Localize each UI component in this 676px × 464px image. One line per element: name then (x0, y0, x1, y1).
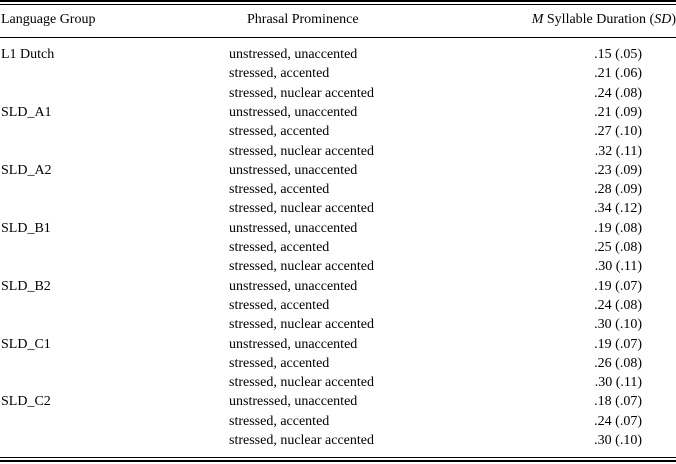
table-row (0, 161, 676, 180)
top-rule-thin (0, 4, 676, 5)
header-phrasal-prominence: Phrasal Prominence (247, 12, 359, 27)
table-row (0, 122, 676, 141)
duration-cell: .34 (.12) (594, 201, 642, 217)
prominence-cell: stressed, accented (229, 240, 330, 255)
duration-cell: .32 (.11) (594, 143, 642, 159)
header-syllable-duration (532, 11, 676, 29)
table-row (0, 199, 676, 218)
prominence-cell: stressed, nuclear accented (229, 259, 374, 275)
table-row (0, 335, 676, 354)
table-row (0, 431, 676, 450)
duration-cell: .28 (.09) (594, 182, 642, 198)
prominence-cell: stressed, accented (229, 355, 330, 371)
header-rule (0, 37, 676, 38)
prominence-cell: stressed, nuclear accented (229, 375, 374, 391)
prominence-cell: unstressed, unaccented (229, 336, 358, 352)
duration-cell: .24 (.08) (594, 85, 642, 101)
bottom-rule-thick (0, 460, 676, 462)
table-row (0, 354, 676, 373)
prominence-cell: unstressed, unaccented (229, 104, 358, 120)
group-cell: SLD_B1 (1, 220, 51, 236)
group-cell: L1 Dutch (1, 47, 55, 62)
duration-cell: .19 (.07) (594, 336, 642, 352)
table-row (0, 64, 676, 83)
table-row (0, 103, 676, 122)
table-row (0, 84, 676, 103)
duration-cell: .26 (.08) (594, 355, 642, 371)
table-row (0, 277, 676, 296)
header-close-paren: ) (671, 12, 676, 27)
table-row (0, 219, 676, 238)
bottom-rule-thin (0, 457, 676, 458)
table-row (0, 142, 676, 161)
prominence-cell: unstressed, unaccented (229, 220, 358, 236)
duration-cell: .23 (.09) (594, 162, 642, 178)
prominence-cell: unstressed, unaccented (229, 162, 358, 178)
header-m-symbol: M (531, 12, 544, 27)
prominence-cell: stressed, nuclear accented (229, 317, 374, 333)
table-row (0, 238, 676, 257)
group-cell: SLD_A2 (1, 162, 52, 178)
group-cell: SLD_B2 (1, 278, 51, 294)
header-language-group: Language Group (1, 12, 96, 27)
duration-cell: .21 (.06) (594, 66, 642, 82)
table-row (0, 373, 676, 392)
duration-cell: .19 (.08) (594, 220, 642, 236)
prominence-cell: stressed, nuclear accented (229, 143, 374, 159)
top-rule-thick (0, 0, 676, 2)
duration-cell: .25 (.08) (594, 240, 642, 255)
table-row (0, 315, 676, 334)
table-row (0, 296, 676, 315)
table-row (0, 257, 676, 276)
header-duration-label: Syllable Duration ( (543, 12, 655, 27)
prominence-cell: stressed, accented (229, 297, 330, 313)
table-row (0, 45, 676, 64)
prominence-cell: unstressed, unaccented (229, 47, 358, 62)
duration-cell: .24 (.08) (594, 297, 642, 313)
group-cell: SLD_C2 (1, 394, 51, 410)
duration-cell: .18 (.07) (594, 394, 642, 410)
prominence-cell: stressed, accented (229, 66, 330, 82)
table-row (0, 392, 676, 411)
table-row (0, 412, 676, 431)
prominence-cell: unstressed, unaccented (229, 278, 358, 294)
prominence-cell: stressed, accented (229, 124, 330, 140)
prominence-cell: unstressed, unaccented (229, 394, 358, 410)
duration-cell: .30 (.11) (594, 259, 642, 275)
duration-cell: .30 (.10) (594, 433, 642, 448)
prominence-cell: stressed, accented (229, 413, 330, 429)
prominence-cell: stressed, nuclear accented (229, 85, 374, 101)
duration-cell: .30 (.11) (594, 375, 642, 391)
prominence-cell: stressed, nuclear accented (229, 201, 374, 217)
table-row (0, 180, 676, 199)
duration-cell: .21 (.09) (594, 104, 642, 120)
duration-cell: .19 (.07) (594, 278, 642, 294)
duration-cell: .15 (.05) (594, 47, 642, 62)
header-sd-symbol: SD (654, 12, 672, 27)
group-cell: SLD_C1 (1, 336, 51, 352)
duration-cell: .24 (.07) (594, 413, 642, 429)
group-cell: SLD_A1 (1, 104, 52, 120)
duration-cell: .27 (.10) (594, 124, 642, 140)
duration-cell: .30 (.10) (594, 317, 642, 333)
prominence-cell: stressed, accented (229, 182, 330, 198)
prominence-cell: stressed, nuclear accented (229, 433, 374, 448)
